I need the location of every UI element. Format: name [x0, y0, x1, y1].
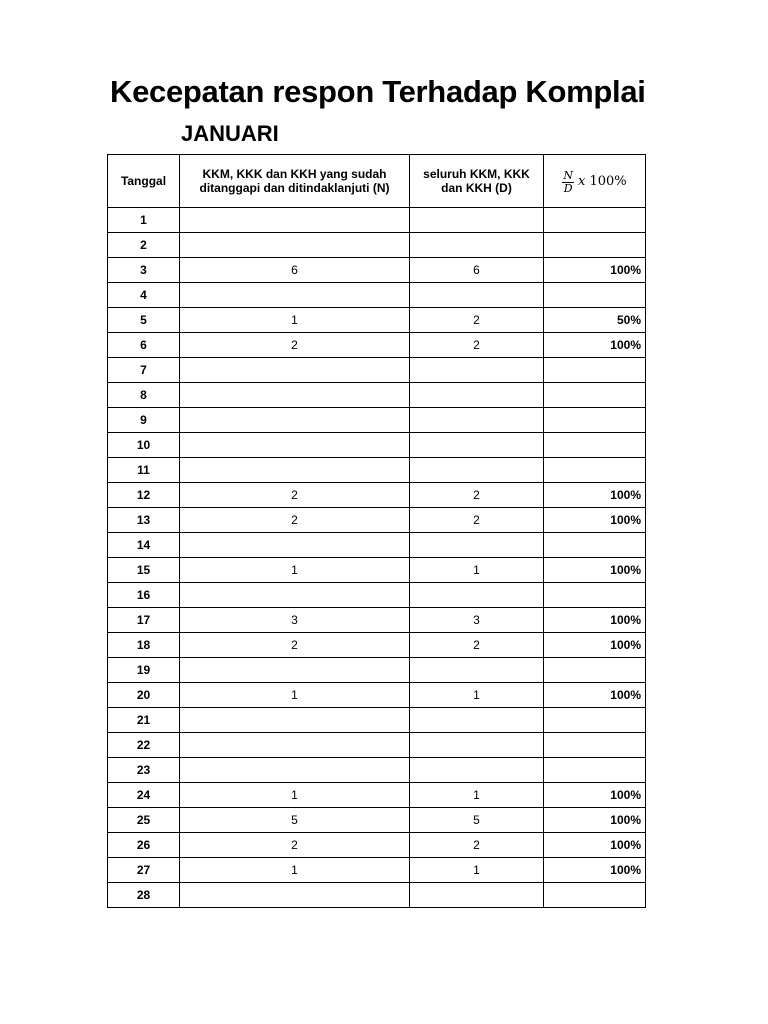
table-row — [108, 708, 646, 733]
cell-percentage: 100% — [544, 258, 646, 283]
cell-percentage — [544, 583, 646, 608]
cell-numerator — [180, 233, 410, 258]
cell-denominator: 5 — [410, 808, 544, 833]
cell-numerator: 1 — [180, 783, 410, 808]
cell-numerator: 2 — [180, 833, 410, 858]
cell-numerator — [180, 758, 410, 783]
cell-percentage: 100% — [544, 858, 646, 883]
cell-percentage — [544, 208, 646, 233]
table-row — [108, 883, 646, 908]
cell-percentage — [544, 408, 646, 433]
table-row — [108, 383, 646, 408]
cell-denominator — [410, 883, 544, 908]
cell-date: 10 — [108, 433, 180, 458]
table-row — [108, 508, 646, 533]
cell-numerator: 3 — [180, 608, 410, 633]
cell-denominator: 2 — [410, 483, 544, 508]
table-row — [108, 558, 646, 583]
table-row — [108, 458, 646, 483]
cell-numerator — [180, 408, 410, 433]
cell-date: 13 — [108, 508, 180, 533]
table-row — [108, 833, 646, 858]
table-row — [108, 408, 646, 433]
cell-percentage: 50% — [544, 308, 646, 333]
table-row — [108, 358, 646, 383]
cell-percentage: 100% — [544, 783, 646, 808]
cell-percentage — [544, 533, 646, 558]
cell-date: 24 — [108, 783, 180, 808]
cell-numerator: 5 — [180, 808, 410, 833]
cell-date: 22 — [108, 733, 180, 758]
table-row — [108, 283, 646, 308]
cell-denominator: 1 — [410, 858, 544, 883]
cell-denominator: 6 — [410, 258, 544, 283]
formula-times: x — [577, 174, 586, 189]
cell-numerator: 1 — [180, 858, 410, 883]
header-numerator: KKM, KKK dan KKH yang sudah ditanggapi dan ditindaklanjuti (N) — [180, 155, 410, 208]
cell-percentage — [544, 233, 646, 258]
table-row — [108, 308, 646, 333]
cell-percentage — [544, 433, 646, 458]
table-row — [108, 533, 646, 558]
cell-numerator — [180, 208, 410, 233]
cell-date: 12 — [108, 483, 180, 508]
cell-percentage — [544, 283, 646, 308]
cell-denominator: 1 — [410, 783, 544, 808]
cell-denominator — [410, 533, 544, 558]
formula-numerator: N — [563, 168, 573, 182]
cell-denominator — [410, 658, 544, 683]
cell-denominator — [410, 758, 544, 783]
cell-denominator — [410, 458, 544, 483]
header-denominator: seluruh KKM, KKK dan KKH (D) — [410, 155, 544, 208]
cell-date: 7 — [108, 358, 180, 383]
cell-denominator: 1 — [410, 683, 544, 708]
cell-date: 15 — [108, 558, 180, 583]
cell-percentage — [544, 458, 646, 483]
table-row — [108, 433, 646, 458]
cell-percentage: 100% — [544, 633, 646, 658]
cell-denominator: 2 — [410, 308, 544, 333]
cell-numerator: 2 — [180, 483, 410, 508]
cell-percentage: 100% — [544, 683, 646, 708]
cell-date: 19 — [108, 658, 180, 683]
formula-fraction — [562, 170, 574, 195]
cell-percentage — [544, 758, 646, 783]
cell-date: 14 — [108, 533, 180, 558]
cell-date: 26 — [108, 833, 180, 858]
cell-date: 8 — [108, 383, 180, 408]
page-title: Kecepatan respon Terhadap Komplai — [110, 74, 646, 109]
table-row — [108, 683, 646, 708]
table-row — [108, 208, 646, 233]
cell-date: 25 — [108, 808, 180, 833]
cell-denominator — [410, 708, 544, 733]
cell-numerator — [180, 383, 410, 408]
cell-numerator — [180, 458, 410, 483]
cell-date: 4 — [108, 283, 180, 308]
table-row — [108, 333, 646, 358]
cell-date: 11 — [108, 458, 180, 483]
table-row — [108, 583, 646, 608]
complaint-response-table — [107, 154, 646, 908]
cell-date: 27 — [108, 858, 180, 883]
cell-percentage — [544, 383, 646, 408]
cell-percentage — [544, 708, 646, 733]
cell-percentage — [544, 358, 646, 383]
cell-numerator: 6 — [180, 258, 410, 283]
formula-multiplier — [578, 175, 627, 189]
cell-denominator — [410, 233, 544, 258]
cell-denominator: 2 — [410, 508, 544, 533]
cell-numerator: 1 — [180, 683, 410, 708]
table-body — [108, 208, 646, 908]
cell-percentage — [544, 883, 646, 908]
cell-numerator: 2 — [180, 333, 410, 358]
cell-denominator: 2 — [410, 833, 544, 858]
cell-percentage: 100% — [544, 808, 646, 833]
cell-numerator — [180, 433, 410, 458]
cell-percentage: 100% — [544, 608, 646, 633]
cell-denominator — [410, 408, 544, 433]
table-row — [108, 608, 646, 633]
header-date: Tanggal — [108, 155, 180, 208]
cell-date: 6 — [108, 333, 180, 358]
cell-numerator — [180, 708, 410, 733]
cell-denominator — [410, 283, 544, 308]
cell-date: 2 — [108, 233, 180, 258]
cell-percentage: 100% — [544, 508, 646, 533]
cell-denominator: 2 — [410, 333, 544, 358]
cell-date: 1 — [108, 208, 180, 233]
cell-numerator — [180, 583, 410, 608]
table-row — [108, 733, 646, 758]
cell-denominator: 3 — [410, 608, 544, 633]
table-row — [108, 808, 646, 833]
cell-denominator: 1 — [410, 558, 544, 583]
formula — [562, 170, 626, 195]
cell-denominator — [410, 733, 544, 758]
table-row — [108, 858, 646, 883]
table-row — [108, 783, 646, 808]
cell-numerator: 2 — [180, 633, 410, 658]
cell-denominator — [410, 383, 544, 408]
cell-denominator — [410, 358, 544, 383]
header-formula — [544, 155, 646, 208]
cell-numerator — [180, 533, 410, 558]
cell-date: 3 — [108, 258, 180, 283]
cell-date: 16 — [108, 583, 180, 608]
cell-denominator — [410, 583, 544, 608]
cell-denominator: 2 — [410, 633, 544, 658]
table-row — [108, 758, 646, 783]
cell-date: 20 — [108, 683, 180, 708]
cell-numerator: 1 — [180, 558, 410, 583]
cell-percentage: 100% — [544, 483, 646, 508]
cell-date: 5 — [108, 308, 180, 333]
cell-denominator — [410, 433, 544, 458]
cell-numerator — [180, 883, 410, 908]
cell-date: 9 — [108, 408, 180, 433]
table-row — [108, 633, 646, 658]
table-row — [108, 258, 646, 283]
month-title: JANUARI — [181, 121, 279, 146]
formula-denominator: D — [563, 181, 573, 195]
table-row — [108, 658, 646, 683]
table-row — [108, 483, 646, 508]
cell-date: 17 — [108, 608, 180, 633]
cell-numerator: 2 — [180, 508, 410, 533]
cell-percentage: 100% — [544, 558, 646, 583]
cell-numerator — [180, 658, 410, 683]
cell-date: 28 — [108, 883, 180, 908]
table-row — [108, 233, 646, 258]
cell-numerator: 1 — [180, 308, 410, 333]
formula-percent: 100% — [589, 174, 627, 189]
cell-percentage: 100% — [544, 333, 646, 358]
cell-percentage — [544, 733, 646, 758]
cell-denominator — [410, 208, 544, 233]
cell-date: 21 — [108, 708, 180, 733]
cell-percentage — [544, 658, 646, 683]
cell-numerator — [180, 358, 410, 383]
cell-date: 18 — [108, 633, 180, 658]
cell-date: 23 — [108, 758, 180, 783]
cell-percentage: 100% — [544, 833, 646, 858]
cell-numerator — [180, 733, 410, 758]
cell-numerator — [180, 283, 410, 308]
table-header-row — [108, 155, 646, 208]
